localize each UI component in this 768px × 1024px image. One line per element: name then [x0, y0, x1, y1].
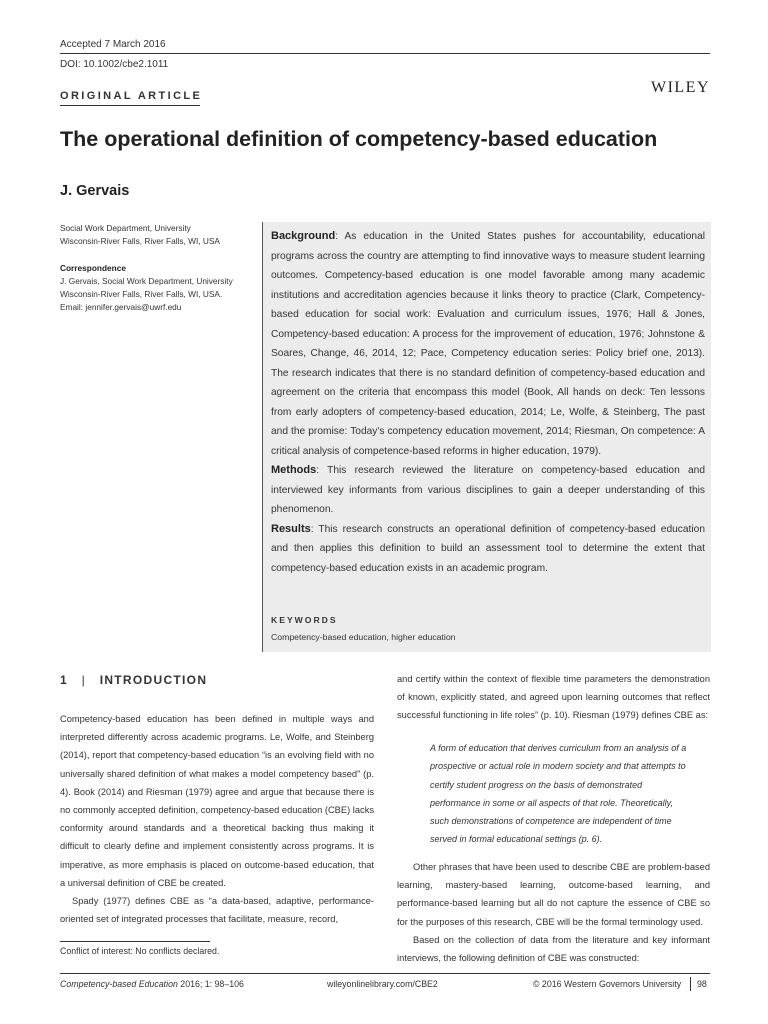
keywords: Competency-based education, higher education — [271, 632, 456, 642]
background-label: Background — [271, 230, 336, 242]
article-type: ORIGINAL ARTICLE — [60, 90, 203, 102]
paragraph: and certify within the context of flexible time parameters the demonstration of known, explicitly stated, and agreed upon learning outcomes that reflect successful functioning in life roles” (p. 10). Riesman (1979) defines CBE as: — [397, 674, 710, 721]
affiliation-line: Social Work Department, University — [60, 223, 191, 233]
block-quote: A form of education that derives curriculum from an analysis of a prospective or actual role in modern society and that attempts to certify student progress on the basis of demonstrated performance in some or all aspects of that role. Theoretically, such demonstrations of competence are independent of time served in formal educational settings (p. 6). — [430, 743, 687, 845]
citation-details: 2016; 1: 98–106 — [177, 979, 244, 989]
abstract-box — [262, 222, 711, 652]
correspondence — [60, 262, 250, 314]
section-title: INTRODUCTION — [99, 673, 208, 687]
footnote-rule — [60, 941, 210, 942]
results-text: : This research constructs an operational definition of competency-based education and then applies this definition to build an assessment tool to determine the extent that competency-based education exists in an academic program. — [271, 523, 705, 574]
results-label: Results — [271, 522, 311, 535]
right-column-bottom — [397, 858, 710, 967]
methods-text: : This research reviewed the literature on competency-based education and interviewed key informants from various disciplines to gain a deeper understanding of this phenomenon. — [271, 465, 705, 515]
header-rule — [60, 53, 710, 54]
copyright: © 2016 Western Governors University — [533, 979, 682, 989]
correspondence-heading: Correspondence — [60, 263, 126, 273]
section-number: 1 — [60, 673, 68, 687]
journal-url[interactable]: wileyonlinelibrary.com/CBE2 — [327, 979, 438, 989]
keywords-heading: KEYWORDS — [271, 615, 338, 625]
accepted-date: Accepted 7 March 2016 — [60, 39, 166, 50]
section-heading — [60, 673, 207, 687]
correspondence-line: J. Gervais, Social Work Department, University — [60, 276, 233, 286]
affiliation-line: Wisconsin-River Falls, River Falls, WI, USA — [60, 236, 220, 246]
paper-title: The operational definition of competency-based education — [60, 127, 658, 151]
page-number-divider — [690, 977, 691, 991]
affiliation — [60, 222, 250, 248]
paragraph: Competency-based education has been defined in multiple ways and interpreted differently across academic programs. Le, Wolfe, and Steinberg (2014), report that competency-based education “is an evolving field with no universally shared definition of what makes a model competency based” (p. 4). Book (2014) and Riesman (1979) agree and argue that because there is no commonly accepted definition, competency-based education (CBE) lacks conformity around standards and a theoretical backing thus making it difficult to clearly define and implement consistently across programs. It is imperative, as more emphasis is placed on outcome-based education, that a universal definition of CBE be created. — [60, 714, 374, 888]
paragraph: Other phrases that have been used to describe CBE are problem-based learning, mastery-based learning, outcome-based learning, and performance-based learning but all do not capture the essence of CBE so for the purposes of this research, CBE will be the formal terminology used. — [397, 862, 710, 927]
paragraph: Spady (1977) defines CBE as “a data-based, adaptive, performance-oriented set of integrated processes that facilitate, measure, record, — [60, 896, 374, 925]
doi[interactable]: DOI: 10.1002/cbe2.1011 — [60, 59, 169, 70]
author-name: J. Gervais — [60, 183, 130, 199]
journal-citation — [60, 979, 244, 989]
section-divider: | — [81, 673, 87, 687]
page-number: 98 — [697, 979, 707, 989]
background-text: : As education in the United States pushes for accountability, educational programs across the country are attempting to find innovative ways to measure student learning outcomes. Competency-based education is one model favorable among many academic institutions and accreditation agencies because it links theory to practice (Clark, Competency-based education for social work: Evaluation and curriculum issues, 1976; Hall & Jones, Competency-based education: A process for the improvement of education, 1976; Johnstone & Soares, Change, 46, 2014, 12; Pace, Competency education series: Policy brief one, 2013). The research indicates that there is no standard definition of competency-based education and agreement on the criteria that encompass this model (Book, All hands on deck: Ten lessons from early adopters of competency-based education, 2014; Le, Wolfe, & Steinberg, The past and the promise: Today's competency education movement, 2014; Riesman, On competence: A critical analysis of competence-based reforms in higher education, 1979). — [271, 231, 705, 457]
right-column-top — [397, 670, 710, 725]
article-type-rule — [60, 105, 200, 106]
footer-rule — [60, 973, 710, 974]
paragraph: Based on the collection of data from the literature and key informant interviews, the following definition of CBE was constructed: — [397, 934, 710, 964]
correspondence-line: Wisconsin-River Falls, River Falls, WI, USA. — [60, 289, 223, 299]
left-column — [60, 710, 374, 928]
journal-name: Competency-based Education — [60, 979, 178, 989]
conflict-of-interest: Conflict of interest: No conflicts declared. — [60, 946, 220, 956]
publisher-logo: WILEY — [650, 79, 710, 96]
abstract-text — [271, 227, 705, 578]
correspondence-email[interactable]: Email: jennifer.gervais@uwrf.edu — [60, 302, 182, 312]
methods-label: Methods — [271, 464, 317, 476]
